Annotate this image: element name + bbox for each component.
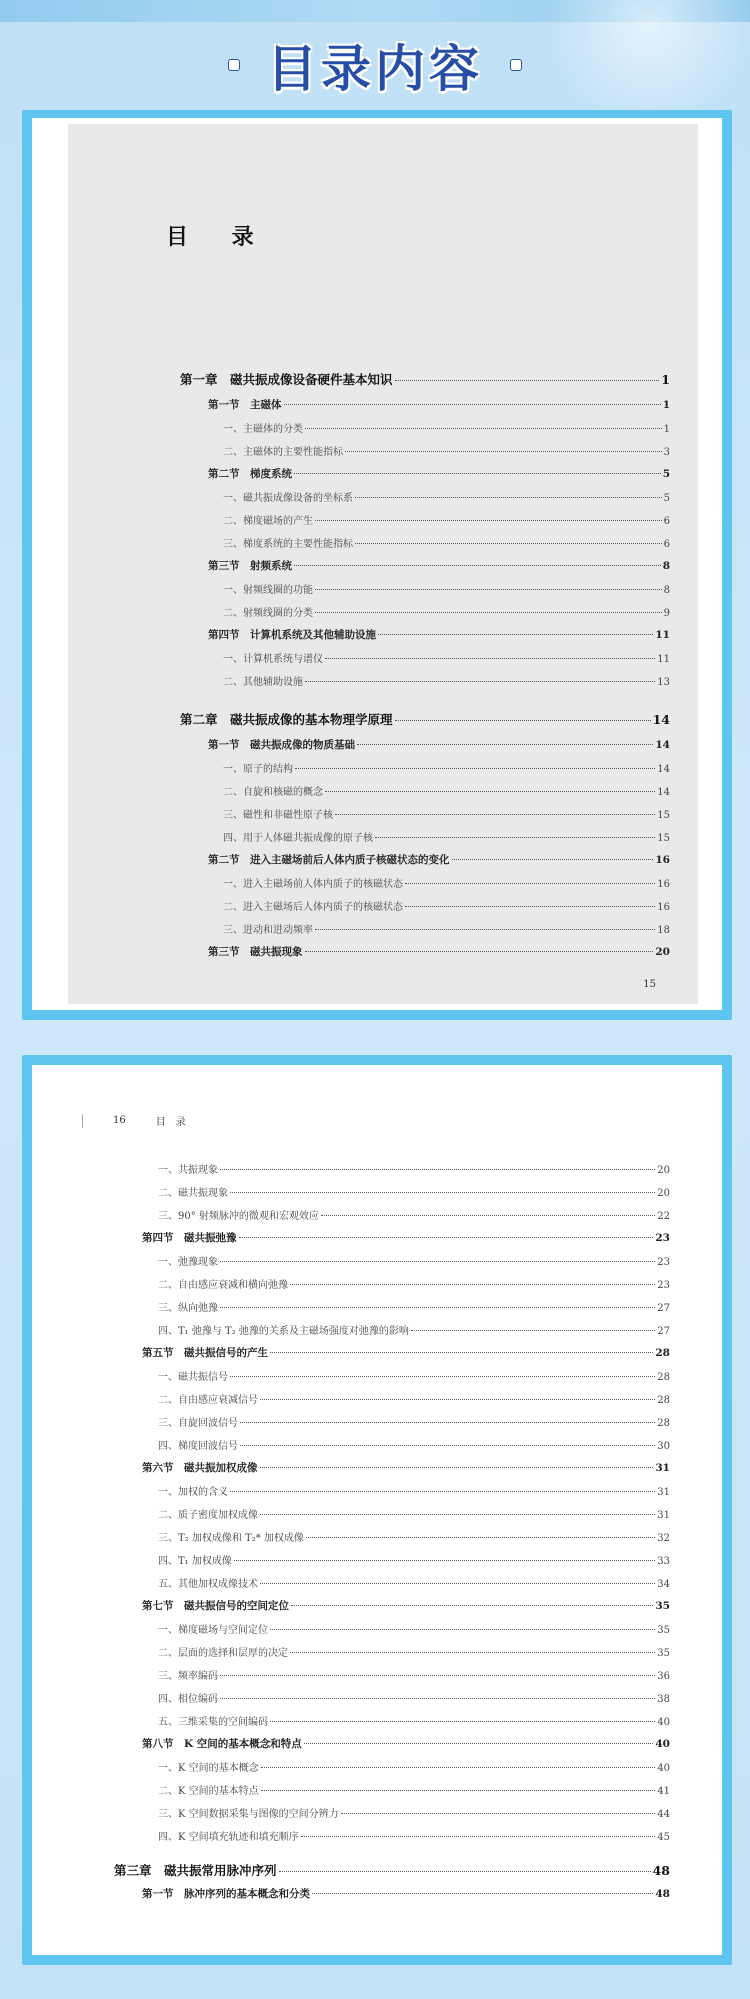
toc-entry-page: 15 bbox=[657, 833, 670, 844]
toc-entry-level3 bbox=[158, 1299, 670, 1314]
toc-entry-level3 bbox=[158, 1391, 670, 1406]
toc-entry-title: 一、K 空间的基本概念 bbox=[158, 1763, 259, 1774]
toc-leader-dots bbox=[357, 744, 653, 745]
toc-entry-level3 bbox=[158, 1322, 670, 1337]
book-page-15 bbox=[68, 124, 698, 1004]
toc-leader-dots bbox=[341, 1813, 656, 1814]
toc-leader-dots bbox=[395, 720, 651, 721]
toc-entry-level3 bbox=[158, 1437, 670, 1452]
toc-entry-page: 15 bbox=[657, 810, 670, 821]
toc-entry-title: 二、射频线圈的分类 bbox=[223, 608, 313, 619]
toc-entry-level2 bbox=[208, 397, 670, 412]
toc-leader-dots bbox=[315, 612, 662, 613]
toc-leader-dots bbox=[325, 791, 655, 792]
page2-frame bbox=[22, 1055, 732, 1965]
toc-leader-dots bbox=[315, 589, 662, 590]
toc-entry-title: 四、T₁ 加权成像 bbox=[158, 1556, 232, 1567]
toc-entry-title: 三、纵向弛豫 bbox=[158, 1303, 218, 1314]
toc-entry-level3 bbox=[158, 1276, 670, 1291]
toc-entry-title: 四、相位编码 bbox=[158, 1694, 218, 1705]
toc-entry-title: 一、磁共振成像设备的坐标系 bbox=[223, 493, 353, 504]
toc-entry-page: 23 bbox=[657, 1280, 670, 1291]
toc-leader-dots bbox=[315, 520, 662, 521]
toc-entry-title: 二、主磁体的主要性能指标 bbox=[223, 447, 343, 458]
section-header bbox=[0, 30, 750, 100]
toc-entry-page: 11 bbox=[655, 629, 670, 641]
toc-entry-level3 bbox=[223, 512, 670, 527]
toc-entry-title: 二、进入主磁场后人体内质子的核磁状态 bbox=[223, 902, 403, 913]
toc-entry-page: 5 bbox=[662, 468, 670, 480]
toc-entry-title: 四、梯度回波信号 bbox=[158, 1441, 238, 1452]
toc-leader-dots bbox=[295, 768, 655, 769]
toc-leader-dots bbox=[240, 1422, 655, 1423]
toc-entry-level3 bbox=[158, 1690, 670, 1705]
toc-entry-level3 bbox=[158, 1161, 670, 1176]
toc-entry-title: 三、自旋回波信号 bbox=[158, 1418, 238, 1429]
toc-entry-title: 第三章 磁共振常用脉冲序列 bbox=[114, 1863, 277, 1878]
toc-heading: 目 录 bbox=[166, 224, 272, 250]
toc-entry-page: 27 bbox=[657, 1303, 670, 1314]
toc-entry-level3 bbox=[158, 1759, 670, 1774]
page1-mat bbox=[32, 118, 722, 1010]
toc-entry-title: 二、质子密度加权成像 bbox=[158, 1510, 258, 1521]
toc-leader-dots bbox=[260, 1399, 655, 1400]
toc-entry-page: 40 bbox=[657, 1763, 670, 1774]
toc-leader-dots bbox=[321, 1215, 655, 1216]
toc-entry-page: 8 bbox=[663, 585, 670, 596]
toc-entry-title: 第五节 磁共振信号的产生 bbox=[142, 1347, 268, 1359]
toc-entry-page: 13 bbox=[657, 677, 670, 688]
toc-entry-title: 一、射频线圈的功能 bbox=[223, 585, 313, 596]
toc-entry-title: 第一节 磁共振成像的物质基础 bbox=[208, 739, 355, 751]
toc-entry-level3 bbox=[158, 1644, 670, 1659]
toc-entry-page: 31 bbox=[657, 1510, 670, 1521]
toc-entry-page: 20 bbox=[657, 1165, 670, 1176]
toc-entry-level2 bbox=[208, 627, 670, 642]
toc-leader-dots bbox=[306, 1537, 655, 1538]
toc-entry-page: 38 bbox=[657, 1694, 670, 1705]
toc-entry-level3 bbox=[223, 489, 670, 504]
toc-entry-level3 bbox=[158, 1667, 670, 1682]
toc-entry-page: 5 bbox=[663, 493, 670, 504]
toc-entry-level1 bbox=[180, 710, 670, 728]
toc-leader-dots bbox=[355, 497, 662, 498]
toc-entry-level3 bbox=[158, 1483, 670, 1498]
toc-entry-page: 34 bbox=[657, 1579, 670, 1590]
toc-entry-title: 四、K 空间填充轨迹和填充顺序 bbox=[158, 1832, 299, 1843]
toc-entry-title: 二、自旋和核磁的概念 bbox=[223, 787, 323, 798]
toc-entry-title: 一、加权的含义 bbox=[158, 1487, 228, 1498]
toc-leader-dots bbox=[305, 951, 654, 952]
toc-entry-page: 16 bbox=[657, 902, 670, 913]
toc-entry-title: 三、梯度系统的主要性能指标 bbox=[223, 539, 353, 550]
toc-entry-level3 bbox=[223, 581, 670, 596]
toc-entry-level3 bbox=[158, 1782, 670, 1797]
toc-leader-dots bbox=[261, 1767, 656, 1768]
toc-leader-dots bbox=[239, 1237, 654, 1238]
toc-entry-page: 35 bbox=[657, 1625, 670, 1636]
toc-entry-page: 40 bbox=[657, 1717, 670, 1728]
toc-leader-dots bbox=[305, 681, 655, 682]
toc-leader-dots bbox=[220, 1307, 655, 1308]
toc-leader-dots bbox=[405, 883, 655, 884]
toc-entry-title: 一、计算机系统与谱仪 bbox=[223, 654, 323, 665]
toc-leader-dots bbox=[260, 1467, 654, 1468]
toc-leader-dots bbox=[270, 1721, 655, 1722]
toc-entry-title: 三、频率编码 bbox=[158, 1671, 218, 1682]
toc-entry-title: 一、进入主磁场前人体内质子的核磁状态 bbox=[223, 879, 403, 890]
toc-entry-level3 bbox=[223, 420, 670, 435]
toc-entry-level3 bbox=[158, 1828, 670, 1843]
toc-entry-level3 bbox=[158, 1414, 670, 1429]
toc-entry-level3 bbox=[223, 760, 670, 775]
header-dot-left bbox=[229, 60, 239, 70]
toc-entry-page: 14 bbox=[657, 787, 670, 798]
toc-entry-title: 一、梯度磁场与空间定位 bbox=[158, 1625, 268, 1636]
toc-entry-level2 bbox=[142, 1460, 670, 1475]
page1-frame bbox=[22, 110, 732, 1020]
toc-entry-level2 bbox=[142, 1598, 670, 1613]
toc-entry-page: 6 bbox=[663, 539, 670, 550]
toc-leader-dots bbox=[220, 1698, 655, 1699]
toc-entry-title: 三、90° 射频脉冲的微观和宏观效应 bbox=[158, 1211, 319, 1222]
toc-entry-title: 一、共振现象 bbox=[158, 1165, 218, 1176]
running-head bbox=[82, 1113, 186, 1128]
toc-entry-level3 bbox=[158, 1253, 670, 1268]
toc-entry-page: 28 bbox=[657, 1418, 670, 1429]
toc-entry-level3 bbox=[223, 535, 670, 550]
running-head-title: 目 录 bbox=[155, 1117, 186, 1128]
toc-entry-title: 第三节 射频系统 bbox=[208, 560, 292, 572]
toc-leader-dots bbox=[230, 1491, 655, 1492]
toc-entry-level3 bbox=[223, 673, 670, 688]
toc-entry-title: 第七节 磁共振信号的空间定位 bbox=[142, 1600, 289, 1612]
toc-entry-title: 二、其他辅助设施 bbox=[223, 677, 303, 688]
toc-entry-page: 35 bbox=[657, 1648, 670, 1659]
toc-entry-page: 6 bbox=[663, 516, 670, 527]
header-dot-right bbox=[511, 60, 521, 70]
toc-entry-page: 27 bbox=[657, 1326, 670, 1337]
toc-entry-level3 bbox=[223, 650, 670, 665]
toc-entry-title: 三、进动和进动频率 bbox=[223, 925, 313, 936]
running-head-divider bbox=[82, 1114, 83, 1128]
toc-leader-dots bbox=[355, 543, 662, 544]
toc-entry-page: 36 bbox=[657, 1671, 670, 1682]
toc-entry-level2 bbox=[142, 1886, 670, 1901]
toc-leader-dots bbox=[220, 1675, 655, 1676]
toc-entry-level2 bbox=[208, 558, 670, 573]
toc-leader-dots bbox=[260, 1514, 655, 1515]
toc-entry-level2 bbox=[142, 1736, 670, 1751]
toc-entry-title: 一、原子的结构 bbox=[223, 764, 293, 775]
toc-entry-page: 45 bbox=[657, 1832, 670, 1843]
toc-entry-page: 28 bbox=[657, 1395, 670, 1406]
toc-entry-title: 第三节 磁共振现象 bbox=[208, 946, 303, 958]
toc-entry-page: 48 bbox=[652, 1863, 670, 1878]
toc-leader-dots bbox=[291, 1605, 653, 1606]
toc-entry-level3 bbox=[158, 1575, 670, 1590]
toc-leader-dots bbox=[261, 1790, 656, 1791]
toc-leader-dots bbox=[294, 565, 661, 566]
toc-entry-level3 bbox=[223, 604, 670, 619]
toc-entry-page: 14 bbox=[652, 712, 670, 727]
toc-leader-dots bbox=[305, 428, 662, 429]
toc-leader-dots bbox=[234, 1560, 655, 1561]
toc-entry-page: 28 bbox=[657, 1372, 670, 1383]
toc-entry-title: 二、层面的选择和层厚的决定 bbox=[158, 1648, 288, 1659]
toc-entry-level3 bbox=[223, 783, 670, 798]
toc-leader-dots bbox=[301, 1836, 656, 1837]
toc-leader-dots bbox=[335, 814, 655, 815]
toc-entry-title: 一、磁共振信号 bbox=[158, 1372, 228, 1383]
toc-entry-page: 22 bbox=[657, 1211, 670, 1222]
toc-entry-level1 bbox=[114, 1861, 670, 1879]
toc-entry-page: 20 bbox=[657, 1188, 670, 1199]
toc-entry-title: 二、自由感应衰减信号 bbox=[158, 1395, 258, 1406]
toc-entry-page: 16 bbox=[655, 854, 670, 866]
toc-entry-page: 3 bbox=[663, 447, 670, 458]
toc-entry-page: 31 bbox=[655, 1462, 670, 1474]
toc-entry-title: 一、弛豫现象 bbox=[158, 1257, 218, 1268]
toc-leader-dots bbox=[345, 451, 662, 452]
toc-entry-page: 16 bbox=[657, 879, 670, 890]
toc-leader-dots bbox=[405, 906, 655, 907]
toc-entry-title: 第二章 磁共振成像的基本物理学原理 bbox=[180, 712, 393, 727]
toc-entry-page: 1 bbox=[663, 424, 670, 435]
toc-entry-page: 23 bbox=[657, 1257, 670, 1268]
toc-leader-dots bbox=[452, 859, 654, 860]
toc-entry-level3 bbox=[223, 829, 670, 844]
toc-entry-level3 bbox=[158, 1529, 670, 1544]
toc-entry-title: 二、自由感应衰减和横向弛豫 bbox=[158, 1280, 288, 1291]
toc-entry-title: 三、磁性和非磁性原子核 bbox=[223, 810, 333, 821]
toc-entry-level3 bbox=[158, 1552, 670, 1567]
toc-entry-title: 第六节 磁共振加权成像 bbox=[142, 1462, 258, 1474]
toc-entry-title: 三、T₂ 加权成像和 T₂* 加权成像 bbox=[158, 1533, 304, 1544]
toc-entry-level2 bbox=[208, 852, 670, 867]
toc-entry-level2 bbox=[208, 944, 670, 959]
toc-entry-page: 48 bbox=[655, 1888, 670, 1900]
toc-entry-title: 第一节 主磁体 bbox=[208, 399, 282, 411]
toc-entry-title: 二、磁共振现象 bbox=[158, 1188, 228, 1199]
toc-entry-level3 bbox=[158, 1713, 670, 1728]
toc-entry-level3 bbox=[223, 443, 670, 458]
toc-entry-level3 bbox=[223, 921, 670, 936]
toc-leader-dots bbox=[315, 929, 655, 930]
toc-leader-dots bbox=[220, 1169, 655, 1170]
toc-entry-level3 bbox=[158, 1621, 670, 1636]
toc-leader-dots bbox=[240, 1445, 655, 1446]
toc-entry-page: 40 bbox=[655, 1738, 670, 1750]
toc-entry-page: 41 bbox=[657, 1786, 670, 1797]
toc-entry-level2 bbox=[208, 466, 670, 481]
toc-entry-title: 第一节 脉冲序列的基本概念和分类 bbox=[142, 1888, 310, 1900]
toc-leader-dots bbox=[220, 1261, 655, 1262]
toc-entry-title: 二、K 空间的基本特点 bbox=[158, 1786, 259, 1797]
toc-entry-level2 bbox=[142, 1345, 670, 1360]
toc-entry-page: 23 bbox=[655, 1232, 670, 1244]
toc-entry-level3 bbox=[158, 1368, 670, 1383]
toc-leader-dots bbox=[284, 404, 661, 405]
toc-entry-page: 1 bbox=[662, 399, 670, 411]
toc-entry-level2 bbox=[208, 737, 670, 752]
toc-entry-page: 30 bbox=[657, 1441, 670, 1452]
toc-entry-page: 9 bbox=[663, 608, 670, 619]
toc-leader-dots bbox=[378, 634, 653, 635]
toc-entry-title: 三、K 空间数据采集与图像的空间分辨力 bbox=[158, 1809, 339, 1820]
toc-entry-title: 第一章 磁共振成像设备硬件基本知识 bbox=[180, 372, 393, 387]
toc-entry-page: 35 bbox=[655, 1600, 670, 1612]
toc-entry-page: 32 bbox=[657, 1533, 670, 1544]
toc-leader-dots bbox=[395, 380, 660, 381]
section-title: 目录内容 bbox=[267, 40, 483, 98]
toc-entry-level3 bbox=[223, 898, 670, 913]
toc-entry-title: 五、三维采集的空间编码 bbox=[158, 1717, 268, 1728]
toc-leader-dots bbox=[290, 1284, 655, 1285]
toc-entry-level1 bbox=[180, 370, 670, 388]
toc-entry-page: 18 bbox=[657, 925, 670, 936]
toc-leader-dots bbox=[230, 1192, 655, 1193]
toc-entry-page: 31 bbox=[657, 1487, 670, 1498]
toc-leader-dots bbox=[260, 1583, 655, 1584]
book-page-16 bbox=[32, 1065, 722, 1955]
toc-entry-page: 28 bbox=[655, 1347, 670, 1359]
toc-leader-dots bbox=[279, 1871, 651, 1872]
running-head-number: 16 bbox=[113, 1115, 126, 1126]
toc-entry-title: 第二节 梯度系统 bbox=[208, 468, 292, 480]
toc-entry-page: 1 bbox=[661, 372, 670, 387]
toc-leader-dots bbox=[304, 1743, 654, 1744]
toc-entry-title: 四、用于人体磁共振成像的原子核 bbox=[223, 833, 373, 844]
toc-leader-dots bbox=[312, 1893, 653, 1894]
toc-entry-title: 五、其他加权成像技术 bbox=[158, 1579, 258, 1590]
toc-leader-dots bbox=[411, 1330, 655, 1331]
toc-leader-dots bbox=[270, 1629, 655, 1630]
toc-entry-page: 14 bbox=[655, 739, 670, 751]
toc-entry-level3 bbox=[158, 1805, 670, 1820]
toc-leader-dots bbox=[325, 658, 655, 659]
toc-entry-title: 第四节 磁共振弛豫 bbox=[142, 1232, 237, 1244]
toc-leader-dots bbox=[230, 1376, 655, 1377]
toc-entry-page: 14 bbox=[657, 764, 670, 775]
toc-entry-page: 11 bbox=[657, 654, 670, 665]
toc-entry-title: 第二节 进入主磁场前后人体内质子核磁状态的变化 bbox=[208, 854, 450, 866]
toc-leader-dots bbox=[290, 1652, 655, 1653]
toc-entry-title: 二、梯度磁场的产生 bbox=[223, 516, 313, 527]
toc-entry-level3 bbox=[158, 1506, 670, 1521]
toc-entry-page: 20 bbox=[655, 946, 670, 958]
toc-entry-page: 8 bbox=[662, 560, 670, 572]
toc-entry-title: 一、主磁体的分类 bbox=[223, 424, 303, 435]
toc-entry-title: 第八节 K 空间的基本概念和特点 bbox=[142, 1738, 302, 1750]
toc-entry-level3 bbox=[158, 1207, 670, 1222]
page-number: 15 bbox=[643, 979, 656, 990]
toc-entry-page: 44 bbox=[657, 1809, 670, 1820]
toc-entry-level2 bbox=[142, 1230, 670, 1245]
toc-entry-level3 bbox=[223, 875, 670, 890]
toc-entry-title: 第四节 计算机系统及其他辅助设施 bbox=[208, 629, 376, 641]
toc-leader-dots bbox=[294, 473, 661, 474]
toc-entry-title: 四、T₁ 弛豫与 T₂ 弛豫的关系及主磁场强度对弛豫的影响 bbox=[158, 1326, 409, 1337]
toc-entry-level3 bbox=[223, 806, 670, 821]
toc-entry-page: 33 bbox=[657, 1556, 670, 1567]
toc-leader-dots bbox=[375, 837, 655, 838]
toc-leader-dots bbox=[270, 1352, 653, 1353]
toc-entry-level3 bbox=[158, 1184, 670, 1199]
